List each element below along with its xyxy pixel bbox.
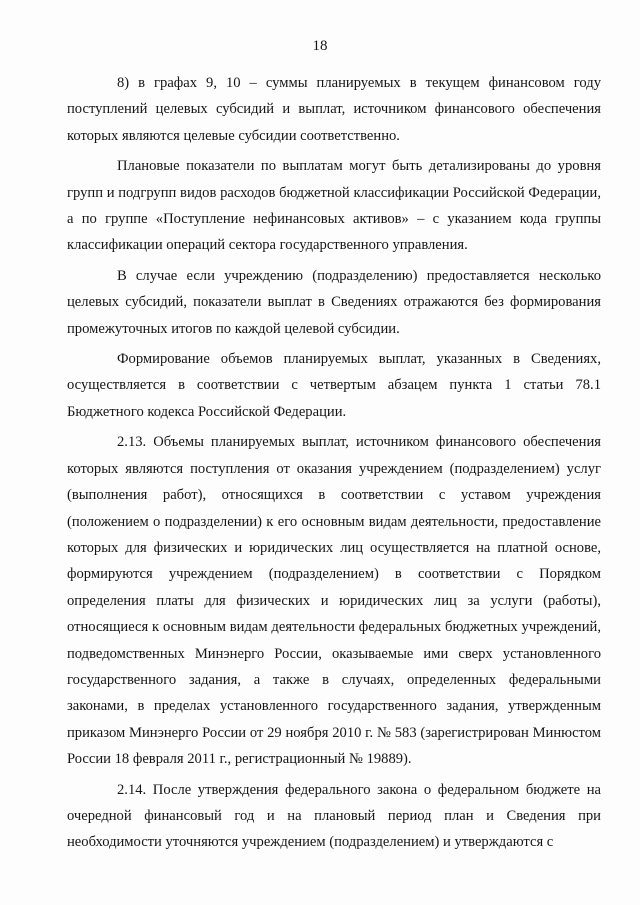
paragraph-section-2-13: 2.13. Объемы планируемых выплат, источником финансового обеспечения которых являются поступления от оказания учреждением (подразделением) услуг (выполнения работ), относящихся в соответствии с уставом учреждения (положением о подразделении) к его основным видам деятельности, предоставление которых для физических и юридических лиц осуществляется на платной основе, формируются учреждением (подразделением) в соответствии с Порядком определения платы для физических и юридических лиц за услуги (работы), относящиеся к основным видам деятельности федеральных бюджетных учреждений, подведомственных Минэнерго России, оказываемые ими сверх установленного государственного задания, а также в случаях, определенных федеральными законами, в пределах установленного государственного задания, утвержденным приказом Минэнерго России от 29 ноября 2010 г. № 583 (зарегистрирован Минюстом России 18 февраля 2011 г., регистрационный № 19889). bbox=[67, 434, 601, 768]
paragraph-item-8: 8) в графах 9, 10 – суммы планируемых в текущем финансовом году поступлений целевых субсидий и выплат, источником финансового обеспечения которых являются целевые субсидии соответственно. bbox=[67, 75, 601, 144]
document-body bbox=[67, 70, 601, 860]
page-number: 18 bbox=[312, 38, 328, 54]
paragraph-section-2-14: 2.14. После утверждения федерального закона о федеральном бюджете на очередной финансовый год и на плановый период план и Сведения при необходимости уточняются учреждением (подразделением) и утверждаются с bbox=[67, 781, 601, 851]
paragraph-multiple-subsidies: В случае если учреждению (подразделению) предоставляется несколько целевых субсидий, показатели выплат в Сведениях отражаются без формирования промежуточных итогов по каждой целевой субсидии. bbox=[67, 267, 601, 337]
paragraph-volume-formation: Формирование объемов планируемых выплат, указанных в Сведениях, осуществляется в соответствии с четвертым абзацем пункта 1 статьи 78.1 Бюджетного кодекса Российской Федерации. bbox=[67, 351, 601, 420]
paragraph-planned-indicators: Плановые показатели по выплатам могут быть детализированы до уровня групп и подгрупп видов расходов бюджетной классификации Российской Федерации, а по группе «Поступление нефинансовых активов» – с указанием кода группы классификации операций сектора государственного управления. bbox=[67, 158, 601, 254]
